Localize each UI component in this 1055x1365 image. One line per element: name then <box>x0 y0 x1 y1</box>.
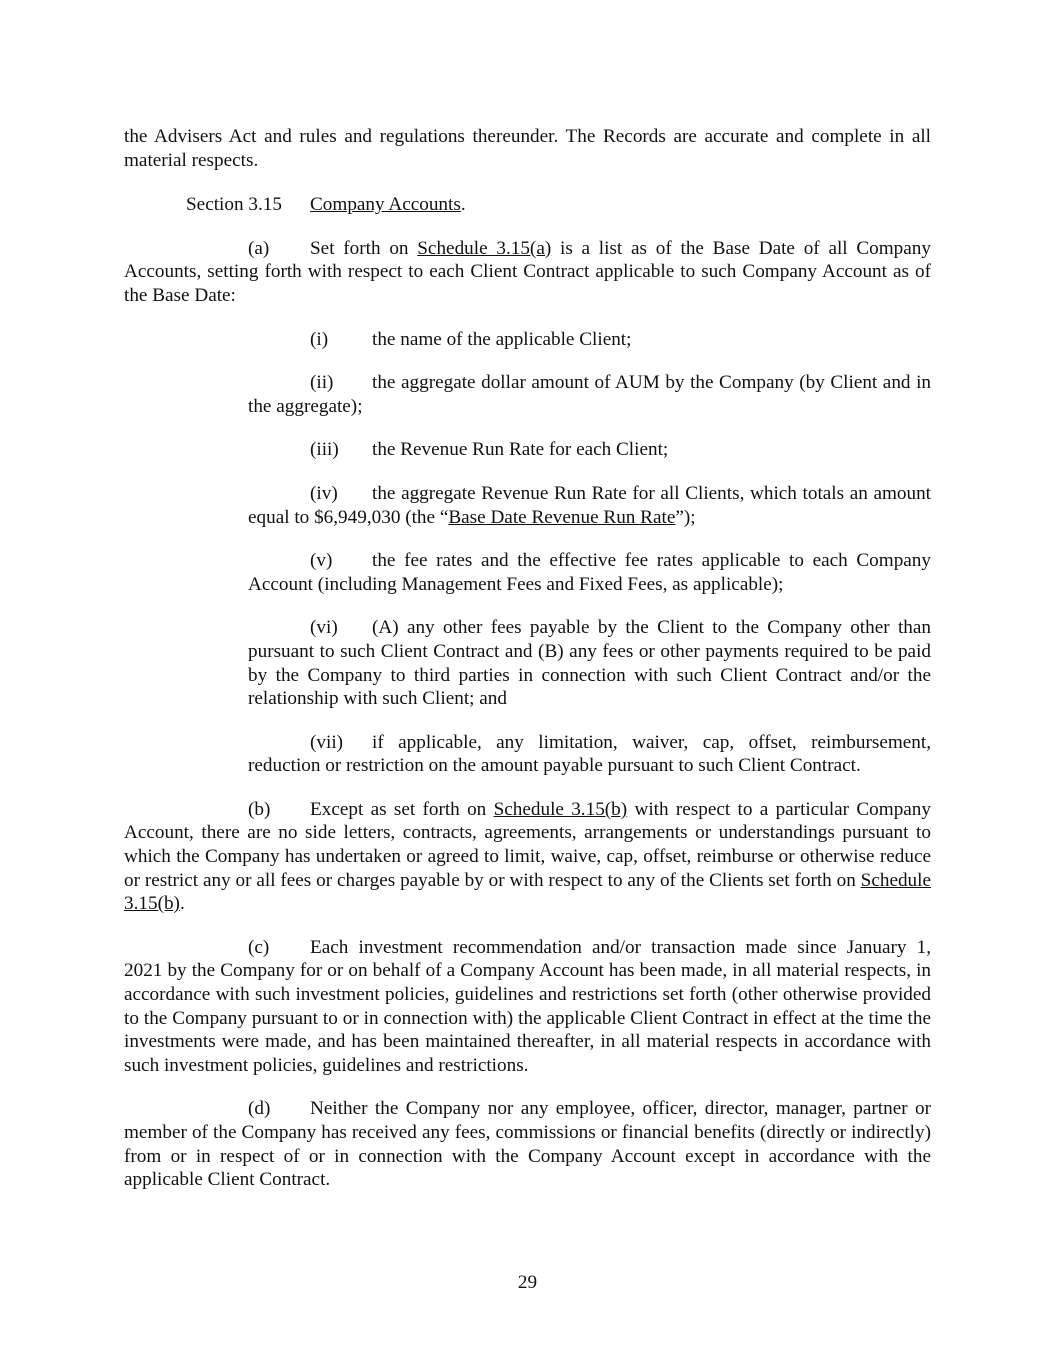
item-vii <box>248 731 931 778</box>
item-label: (i) <box>310 328 329 350</box>
item-text: if applicable, any limitation, waiver, cap, offset, reimbursement, reduction or restriction on the amount payable pursuant to such Client Contract. <box>248 731 931 777</box>
paragraph-d <box>124 1097 931 1191</box>
paragraph-text: Set forth on <box>310 237 418 259</box>
paragraph-c <box>124 936 931 1078</box>
item-iv <box>248 482 931 529</box>
section-title: Company Accounts <box>310 194 461 216</box>
paragraph-b <box>124 798 931 916</box>
section-number: Section 3.15 <box>186 194 282 216</box>
paragraph-text: Each investment recommendation and/or transaction made since January 1, 2021 by the Company for or on behalf of a Company Account has been made, in all material respects, in accordance with such investment policies, guidelines and restrictions set forth (other otherwise provided to the Company pursuant to or in connection with) the applicable Client Contract in effect at the time the investments were made, and has been maintained thereafter, in all material respects in accordance with such investment policies, guidelines and restrictions. <box>124 936 931 1076</box>
item-iii <box>248 438 931 462</box>
intro-paragraph <box>124 125 931 172</box>
paragraph-label: (a) <box>248 237 270 259</box>
paragraph-text: Except as set forth on <box>310 798 494 820</box>
item-label: (iii) <box>310 439 339 461</box>
item-text: (A) any other fees payable by the Client to the Company other than pursuant to such Client Contract and (B) any fees or other payments required to be paid by the Company to third parties in connection with such Client Contract and/or the relationship with such Client; and <box>248 617 931 710</box>
paragraph-label: (b) <box>248 798 271 820</box>
item-label: (ii) <box>310 372 334 394</box>
item-text: the Revenue Run Rate for each Client; <box>372 439 669 461</box>
schedule-reference: Schedule 3.15(a) <box>417 237 552 259</box>
schedule-reference: Schedule 3.15(b) <box>493 798 628 820</box>
item-label: (iv) <box>310 482 338 504</box>
paragraph-text: . <box>179 893 185 915</box>
defined-term: Base Date Revenue Run Rate <box>448 506 676 528</box>
item-vi <box>248 616 931 710</box>
section-heading <box>124 193 931 217</box>
paragraph-a <box>124 237 931 308</box>
document-page <box>124 125 931 1212</box>
paragraph-label: (d) <box>248 1098 271 1120</box>
item-text: the aggregate Revenue Run Rate for all Clients, which totals an amount equal to $6,949,030 (the “ <box>248 482 931 528</box>
schedule-reference: Schedule 3.15(b) <box>124 869 931 915</box>
item-v <box>248 549 931 596</box>
paragraph-text: with respect to a particular Company Account, there are no side letters, contracts, agreements, arrangements or understandings pursuant to which the Company has undertaken or agreed to limit, waive, cap, offset, reimburse or otherwise reduce or restrict any or all fees or charges payable by or with respect to any of the Clients set forth on <box>124 798 931 891</box>
item-label: (vi) <box>310 617 338 639</box>
item-text: the aggregate dollar amount of AUM by the Company (by Client and in the aggregate); <box>248 372 931 417</box>
item-text: ”); <box>675 506 696 528</box>
paragraph-text: Neither the Company nor any employee, officer, director, manager, partner or member of the Company has received any fees, commissions or financial benefits (directly or indirectly) from or in respect of or in connection with the Company Account except in accordance with the applicable Client Contract. <box>124 1098 931 1191</box>
item-label: (vii) <box>310 731 344 753</box>
item-i <box>248 328 931 352</box>
item-label: (v) <box>310 550 333 572</box>
page-number: 29 <box>517 1272 538 1293</box>
paragraph-text: is a list as of the Base Date of all Company Accounts, setting forth with respect to each Client Contract applicable to such Company Account as of the Base Date: <box>124 237 931 306</box>
section-title-suffix: . <box>460 194 466 216</box>
item-ii <box>248 371 931 418</box>
item-text: the name of the applicable Client; <box>372 328 632 350</box>
paragraph-label: (c) <box>248 936 270 958</box>
intro-text: the Advisers Act and rules and regulations thereunder. The Records are accurate and complete in all material respects. <box>124 126 931 171</box>
item-text: the fee rates and the effective fee rates applicable to each Company Account (including Management Fees and Fixed Fees, as applicable); <box>248 550 931 595</box>
